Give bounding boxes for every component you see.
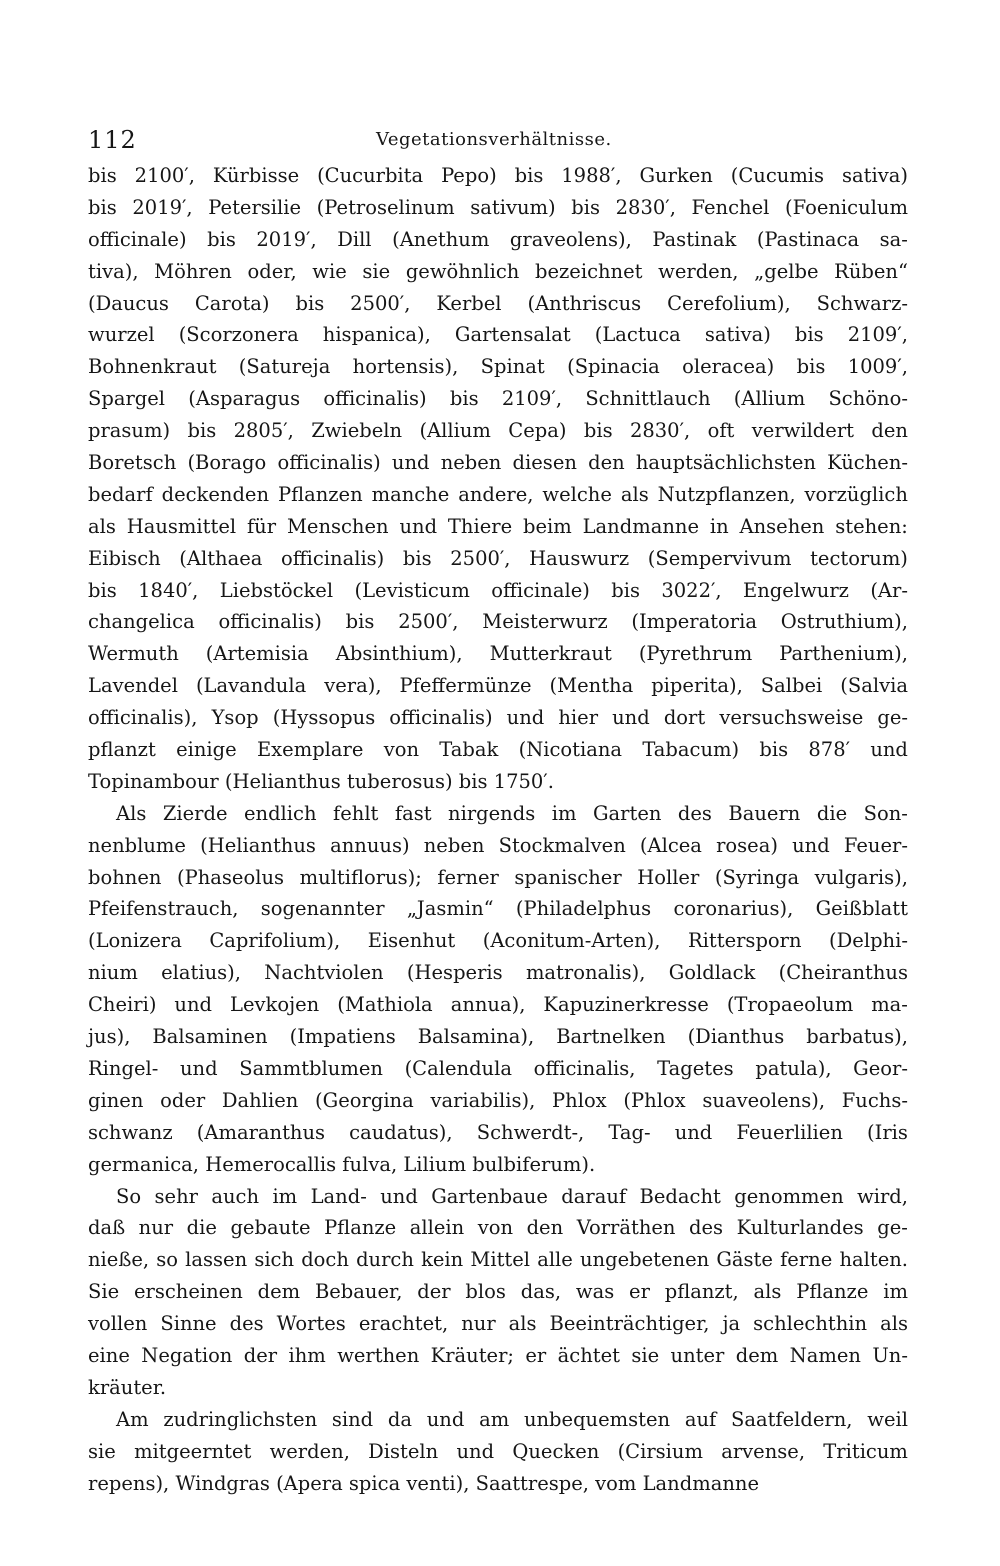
text-line: vollen Sinne des Wortes erachtet, nur als Beeinträchtiger, ja schlechthin als bbox=[88, 1312, 908, 1336]
text-line: officinalis), Ysop (Hyssopus officinalis) und hier und dort versuchsweise ge- bbox=[88, 706, 908, 730]
text-line: bis 2100′, Kürbisse (Cucurbita Pepo) bis 1988′, Gurken (Cucumis sativa) bbox=[88, 164, 908, 187]
text-line: changelica officinalis) bis 2500′, Meisterwurz (Imperatoria Ostruthium), bbox=[88, 610, 908, 634]
text-line: pflanzt einige Exemplare von Tabak (Nicotiana Tabacum) bis 878′ und bbox=[88, 738, 908, 762]
text-line: Sie erscheinen dem Bebauer, der blos das, was er pflanzt, als Pflanze im bbox=[88, 1280, 908, 1304]
text-line: Als Zierde endlich fehlt fast nirgends im Garten des Bauern die Son- bbox=[116, 801, 908, 825]
text-line: daß nur die gebaute Pflanze allein von den Vorräthen des Kulturlandes ge- bbox=[88, 1216, 908, 1240]
text-line: schwanz (Amaranthus caudatus), Schwerdt-, Tag- und Feuerlilien (Iris bbox=[88, 1120, 908, 1144]
text-line: jus), Balsaminen (Impatiens Balsamina), Bartnelken (Dianthus barbatus), bbox=[88, 1025, 908, 1049]
text-line: Topinambour (Helianthus tuberosus) bis 1750′. bbox=[88, 769, 554, 793]
text-line: repens), Windgras (Apera spica venti), Saattrespe, vom Landmanne bbox=[88, 1471, 759, 1495]
paragraph bbox=[88, 798, 908, 1181]
text-line: kräuter. bbox=[88, 1375, 167, 1399]
text-line: nieße, so lassen sich doch durch kein Mittel alle ungebetenen Gäste ferne halten. bbox=[88, 1248, 908, 1272]
text-line: eine Negation der ihm werthen Kräuter; er ächtet sie unter dem Namen Un- bbox=[88, 1343, 908, 1367]
text-line: bis 1840′, Liebstöckel (Levisticum officinale) bis 3022′, Engelwurz (Ar- bbox=[88, 578, 908, 602]
text-line: Bohnenkraut (Satureja hortensis), Spinat (Spinacia oleracea) bis 1009′, bbox=[88, 355, 908, 379]
text-line: Lavendel (Lavandula vera), Pfeffermünze (Mentha piperita), Salbei (Salvia bbox=[88, 674, 908, 698]
text-line: prasum) bis 2805′, Zwiebeln (Allium Cepa) bis 2830′, oft verwildert den bbox=[88, 419, 908, 443]
text-line: nium elatius), Nachtviolen (Hesperis matronalis), Goldlack (Cheiranthus bbox=[88, 961, 908, 985]
body-text bbox=[88, 160, 908, 1499]
paragraph bbox=[88, 1181, 908, 1404]
text-line: germanica, Hemerocallis fulva, Lilium bulbiferum). bbox=[88, 1152, 596, 1176]
text-line: nenblume (Helianthus annuus) neben Stockmalven (Alcea rosea) und Feuer- bbox=[88, 833, 908, 857]
paragraph bbox=[88, 1404, 908, 1500]
text-line: bohnen (Phaseolus multiflorus); ferner spanischer Holler (Syringa vulgaris), bbox=[88, 865, 908, 889]
text-line: (Daucus Carota) bis 2500′, Kerbel (Anthriscus Cerefolium), Schwarz- bbox=[88, 291, 908, 315]
text-line: wurzel (Scorzonera hispanica), Gartensalat (Lactuca sativa) bis 2109′, bbox=[88, 323, 908, 347]
text-line: So sehr auch im Land- und Gartenbaue darauf Bedacht genommen wird, bbox=[116, 1184, 908, 1208]
text-line: Cheiri) und Levkojen (Mathiola annua), Kapuzinerkresse (Tropaeolum ma- bbox=[88, 993, 908, 1017]
text-line: Boretsch (Borago officinalis) und neben diesen den hauptsächlichsten Küchen- bbox=[88, 451, 908, 475]
text-line: sie mitgeerntet werden, Disteln und Quecken (Cirsium arvense, Triticum bbox=[88, 1439, 908, 1463]
text-line: ginen oder Dahlien (Georgina variabilis), Phlox (Phlox suaveolens), Fuchs- bbox=[88, 1088, 908, 1112]
paragraph bbox=[88, 160, 908, 798]
text-line: Wermuth (Artemisia Absinthium), Mutterkraut (Pyrethrum Parthenium), bbox=[88, 642, 908, 666]
text-line: tiva), Möhren oder, wie sie gewöhnlich bezeichnet werden, „gelbe Rüben“ bbox=[88, 259, 908, 283]
text-line: Ringel- und Sammtblumen (Calendula officinalis, Tagetes patula), Geor- bbox=[88, 1056, 908, 1080]
text-line: Spargel (Asparagus officinalis) bis 2109′, Schnittlauch (Allium Schöno- bbox=[88, 387, 908, 411]
text-line: Am zudringlichsten sind da und am unbequemsten auf Saatfeldern, weil bbox=[116, 1407, 908, 1431]
text-line: officinale) bis 2019′, Dill (Anethum graveolens), Pastinak (Pastinaca sa- bbox=[88, 227, 908, 251]
text-line: Pfeifenstrauch, sogenannter „Jasmin“ (Philadelphus coronarius), Geißblatt bbox=[88, 897, 908, 921]
text-line: bis 2019′, Petersilie (Petroselinum sativum) bis 2830′, Fenchel (Foeniculum bbox=[88, 195, 908, 219]
running-title: Vegetationsverhältnisse. bbox=[376, 129, 612, 150]
text-line: (Lonizera Caprifolium), Eisenhut (Aconitum-Arten), Rittersporn (Delphi- bbox=[88, 929, 908, 953]
text-line: als Hausmittel für Menschen und Thiere beim Landmanne in Ansehen stehen: bbox=[88, 514, 908, 538]
page-header bbox=[88, 112, 908, 160]
text-line: Eibisch (Althaea officinalis) bis 2500′, Hauswurz (Sempervivum tectorum) bbox=[88, 546, 908, 570]
text-line: bedarf deckenden Pflanzen manche andere, welche als Nutzpflanzen, vorzüglich bbox=[88, 482, 908, 506]
page-number: 112 bbox=[88, 126, 137, 154]
book-page bbox=[88, 112, 908, 1499]
